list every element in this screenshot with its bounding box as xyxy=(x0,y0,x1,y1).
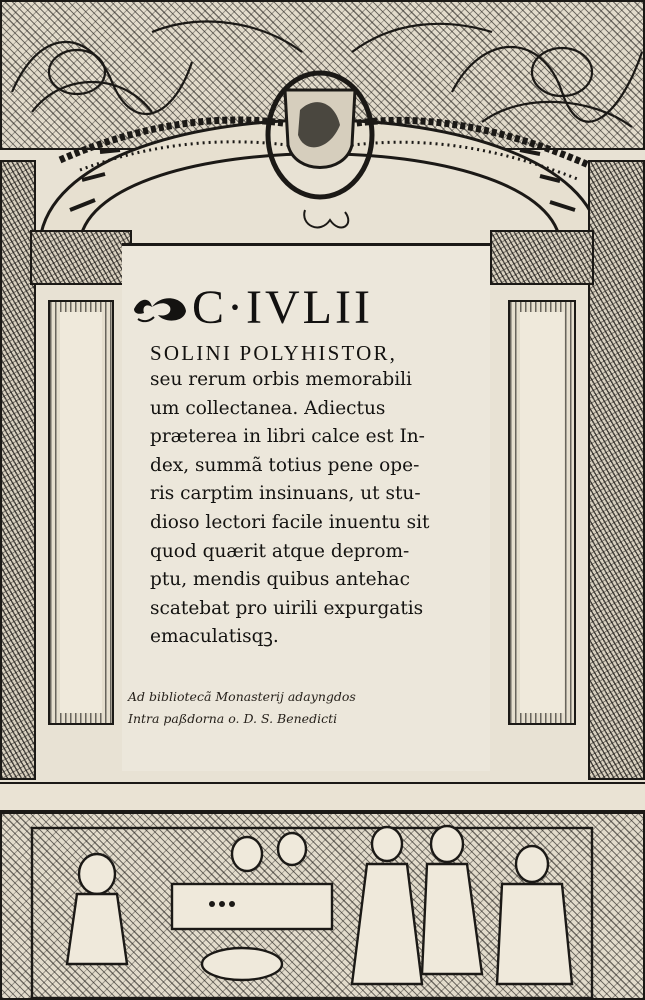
body-line: dioso lectori facile inuentu sit xyxy=(150,511,430,533)
cornice-ledge xyxy=(0,782,645,812)
subtitle: SOLINI POLYHISTOR, xyxy=(150,341,398,365)
scene-figures-illustration xyxy=(2,814,645,1000)
body-line: ptu, mendis quibus antehac xyxy=(150,569,410,591)
left-column-foliage xyxy=(60,312,102,713)
right-column xyxy=(498,230,586,725)
inscription-line: Intra paßdorna o. D. S. Benedicti xyxy=(128,711,338,726)
inscription-line: Ad bibliotecã Monasterij adayngdos xyxy=(128,689,356,704)
body-line: dex, summã totius pene ope- xyxy=(150,454,420,476)
body-line: quod quærit atque deprom- xyxy=(150,540,410,562)
body-line: præterea in libri calce est In- xyxy=(150,426,425,448)
left-column-capital xyxy=(30,230,132,285)
left-column-shaft xyxy=(48,300,114,725)
body-line: emaculatisqꝫ. xyxy=(150,626,279,648)
body-line: um collectanea. Adiectus xyxy=(150,397,386,419)
title-text-panel xyxy=(122,243,490,771)
title-line xyxy=(132,278,482,338)
title: C·IVLII xyxy=(192,281,373,334)
bottom-woodcut-scene xyxy=(0,812,645,1000)
handwritten-ownership-inscription xyxy=(128,686,488,730)
body-line: ris carptim insinuans, ut stu- xyxy=(150,483,421,505)
body-line: scatebat pro uirili expurgatis xyxy=(150,597,424,619)
right-column-capital xyxy=(490,230,594,285)
right-column-shaft xyxy=(508,300,576,725)
title-body-text xyxy=(150,366,485,652)
right-outer-ornament xyxy=(588,160,645,780)
fleuron-icon xyxy=(132,289,188,327)
left-column xyxy=(38,230,124,725)
arch-with-garland xyxy=(0,40,645,260)
body-line: seu rerum orbis memorabili xyxy=(150,369,412,390)
right-column-foliage xyxy=(520,312,564,713)
